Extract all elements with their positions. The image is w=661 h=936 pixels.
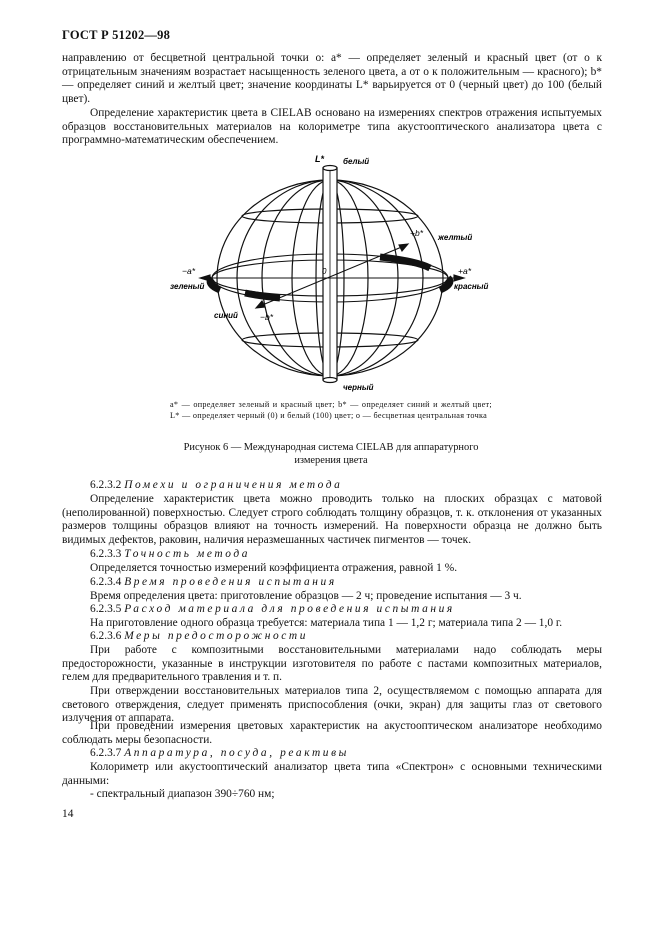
page-number: 14 (62, 808, 74, 820)
section-heading-6-2-3-2: 6.2.3.2 Помехи и ограничения метода (90, 479, 343, 491)
plus-a-label: +a* (458, 266, 471, 276)
section-text-6-2-3-4: Время определения цвета: приготовление образцов — 2 ч; проведение испытания — 3 ч. (90, 590, 522, 602)
section-text-6-2-3-5: На приготовление одного образца требуется: материала типа 1 — 1,2 г; материала типа 2 — 1,0 г. (90, 617, 563, 629)
white-label: белый (343, 157, 370, 166)
section-text-6-2-3-2: Определение характеристик цвета можно проводить только на плоских образцах с матовой (неполированной) поверхностью. Следует строго соблюдать толщину образцов, т. к. отклонения от указанных размеров толщины образцов влияют на точность измерений. На поверхности образца не должно быть видимых дефектов, раковин, наличия неразмешанных частичек пигментов — точек. (62, 493, 602, 546)
black-label: черный (343, 383, 374, 392)
section-text-6-2-3-7-p1: Колориметр или акустооптический анализатор цвета типа «Спектрон» с основными техническими данными: (62, 761, 602, 787)
minus-b-label: −b* (260, 312, 273, 322)
section-heading-6-2-3-3: 6.2.3.3 Точность метода (90, 548, 251, 560)
document-header: ГОСТ Р 51202—98 (62, 28, 171, 42)
figure-title: Рисунок 6 — Международная система CIELAB для аппаратурного измерения цвета (183, 442, 479, 466)
section-text-6-2-3-6-p2: При отверждении восстановительных материалов типа 2, осуществляемом с помощью аппарата для светового отверждения, следует применять приспособления (очки, экран) для защиты глаз от светового излучения от аппарата. (62, 685, 602, 725)
section-text-6-2-3-6-p1: При работе с композитными восстановительными материалами надо соблюдать меры предосторожности, указанные в инструкции изготовителя по работе с пастами композитных материалов, гелем для предварительного травления и т. п. (62, 644, 602, 684)
origin-label: 0 (322, 267, 327, 276)
intro-paragraph-2: Определение характеристик цвета в CIELAB основано на измерениях спектров отражения испытуемых образцов восстановительных материалов на колориметре типа акустооптического анализатора цвета с программно-математическим обеспечением. (62, 107, 602, 147)
red-label: красный (454, 282, 489, 291)
green-label: зеленый (170, 282, 205, 291)
cielab-sphere-figure (160, 150, 505, 395)
section-heading-6-2-3-4: 6.2.3.4 Время проведения испытания (90, 576, 337, 588)
figure-caption: a* — определяет зеленый и красный цвет; b* — определяет синий и желтый цвет; L* — определяет черный (0) и белый (100) цвет; o — бесцветная центральная точка (170, 400, 492, 420)
section-heading-6-2-3-5: 6.2.3.5 Расход материала для проведения испытания (90, 603, 455, 615)
yellow-label: желтый (438, 233, 473, 242)
list-item: - спектральный диапазон 390÷760 нм; (90, 788, 275, 800)
intro-paragraph-1: направлению от бесцветной центральной точки o: a* — определяет зеленый и красный цвет (от o к отрицательным значениям возрастает насыщенность зеленого цвета, а от o к положительным — красного); b* — определяет синий и желтый цвет; значение координаты L* варьируется от 0 (черный цвет) до 100 (белый цвет). (62, 52, 602, 105)
plus-b-label: +b* (410, 228, 423, 238)
section-text-6-2-3-3: Определяется точностью измерений коэффициента отражения, равной 1 %. (90, 562, 458, 574)
blue-label: синий (214, 311, 238, 320)
section-text-6-2-3-6-p3: При проведении измерения цветовых характеристик на акустооптическом анализаторе необходимо соблюдать меры безопасности. (62, 720, 602, 746)
section-heading-6-2-3-6: 6.2.3.6 Меры предосторожности (90, 630, 309, 642)
section-heading-6-2-3-7: 6.2.3.7 Аппаратура, посуда, реактивы (90, 747, 349, 759)
l-star-label: L* (315, 154, 324, 164)
minus-a-label: −a* (182, 266, 195, 276)
